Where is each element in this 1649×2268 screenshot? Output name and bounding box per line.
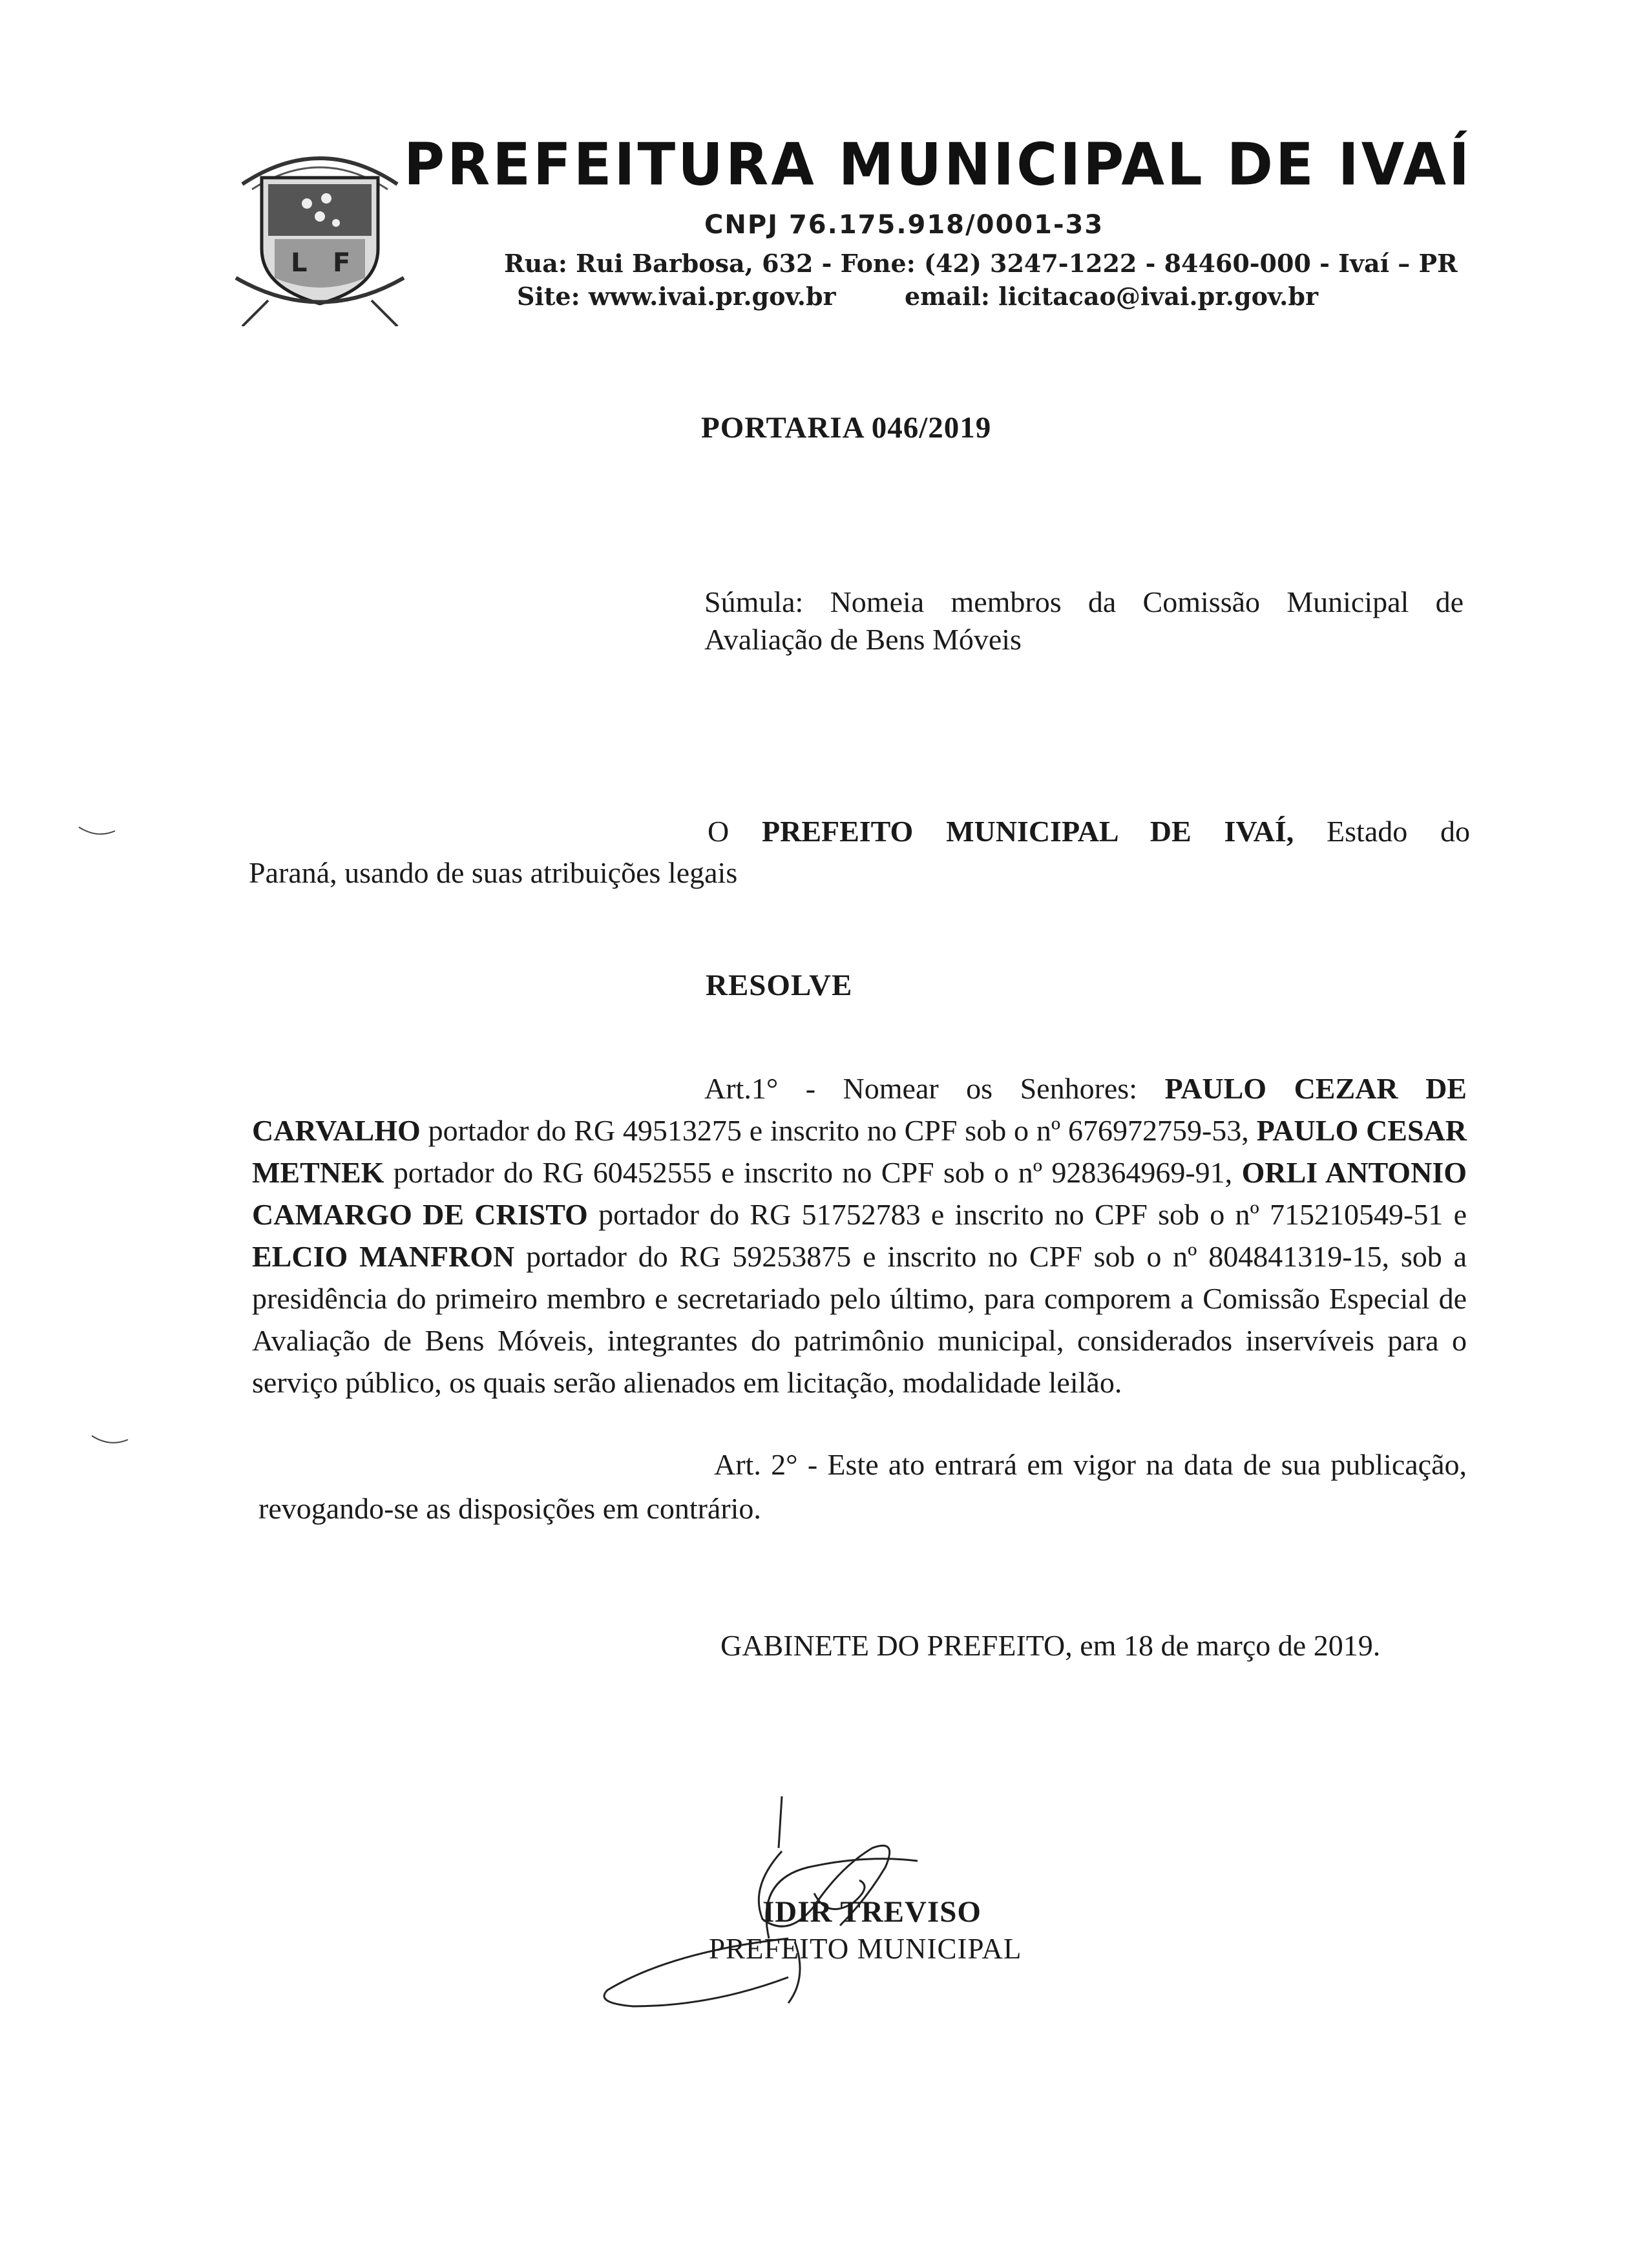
coat-of-arms-icon — [229, 139, 410, 326]
signer-name: IDIR TREVISO — [762, 1895, 982, 1929]
art1-text-3: portador do RG 60452555 e inscrito no CPF sob o nº 928364969-91, — [384, 1156, 1242, 1189]
left-margin-mark — [90, 1434, 129, 1447]
document-title: PORTARIA 046/2019 — [701, 411, 992, 445]
art1-text-2: portador do RG 49513275 e inscrito no CPF sob o nº 676972759-53, — [420, 1114, 1257, 1147]
member-name-3: ORLI ANTONIO CAMARGO DE CRISTO — [252, 1156, 1467, 1231]
letterhead-address: Rua: Rui Barbosa, 632 - Fone: (42) 3247-1222 - 84460-000 - Ivaí – PR — [504, 249, 1458, 278]
svg-text:L: L — [291, 248, 308, 278]
closing-date-line: GABINETE DO PREFEITO, em 18 de março de 2019. — [720, 1629, 1381, 1662]
sumula-paragraph: Súmula: Nomeia membros da Comissão Municipal de Avaliação de Bens Móveis — [704, 585, 1464, 656]
preamble-rest: Estado do — [1294, 815, 1470, 848]
article-1 — [252, 1067, 1467, 1403]
article-2: Art. 2° - Este ato entrará em vigor na data de sua publicação, revogando-se as disposições em contrário. — [258, 1448, 1467, 1525]
resolve-heading: RESOLVE — [706, 969, 853, 1002]
preamble-authority: PREFEITO MUNICIPAL DE IVAÍ, — [762, 815, 1294, 848]
left-margin-mark — [78, 826, 116, 839]
letterhead-title: PREFEITURA MUNICIPAL DE IVAÍ — [404, 131, 1472, 199]
member-name-2: PAULO CESAR METNEK — [252, 1114, 1467, 1189]
preamble-lead: O — [708, 815, 762, 848]
letterhead-site: Site: www.ivai.pr.gov.br — [517, 282, 836, 311]
letterhead-cnpj: CNPJ 76.175.918/0001-33 — [704, 210, 1104, 240]
preamble-line-2: Paraná, usando de suas atribuições legais — [249, 856, 738, 889]
art1-text-1: Art.1° - Nomear os Senhores: — [704, 1072, 1165, 1105]
member-name-4: ELCIO MANFRON — [252, 1240, 515, 1273]
svg-text:F: F — [333, 248, 351, 278]
art1-text-4: portador do RG 51752783 e inscrito no CPF sob o nº 715210549-51 e — [587, 1198, 1467, 1231]
letterhead-email: email: licitacao@ivai.pr.gov.br — [905, 282, 1318, 311]
member-name-1: PAULO CEZAR DE CARVALHO — [252, 1072, 1467, 1147]
art1-text-5: portador do RG 59253875 e inscrito no CPF sob o nº 804841319-15, sob a presidência do primeiro membro e secretariado pelo último, para comporem a Comissão Especial de Avaliação de Bens Móveis, integrantes do patrimônio municipal, considerados inservíveis para o serviço público, os quais serão alienados em licitação, modalidade leilão. — [252, 1240, 1467, 1399]
signer-role: PREFEITO MUNICIPAL — [709, 1933, 1022, 1965]
preamble-line-1 — [708, 813, 1470, 850]
